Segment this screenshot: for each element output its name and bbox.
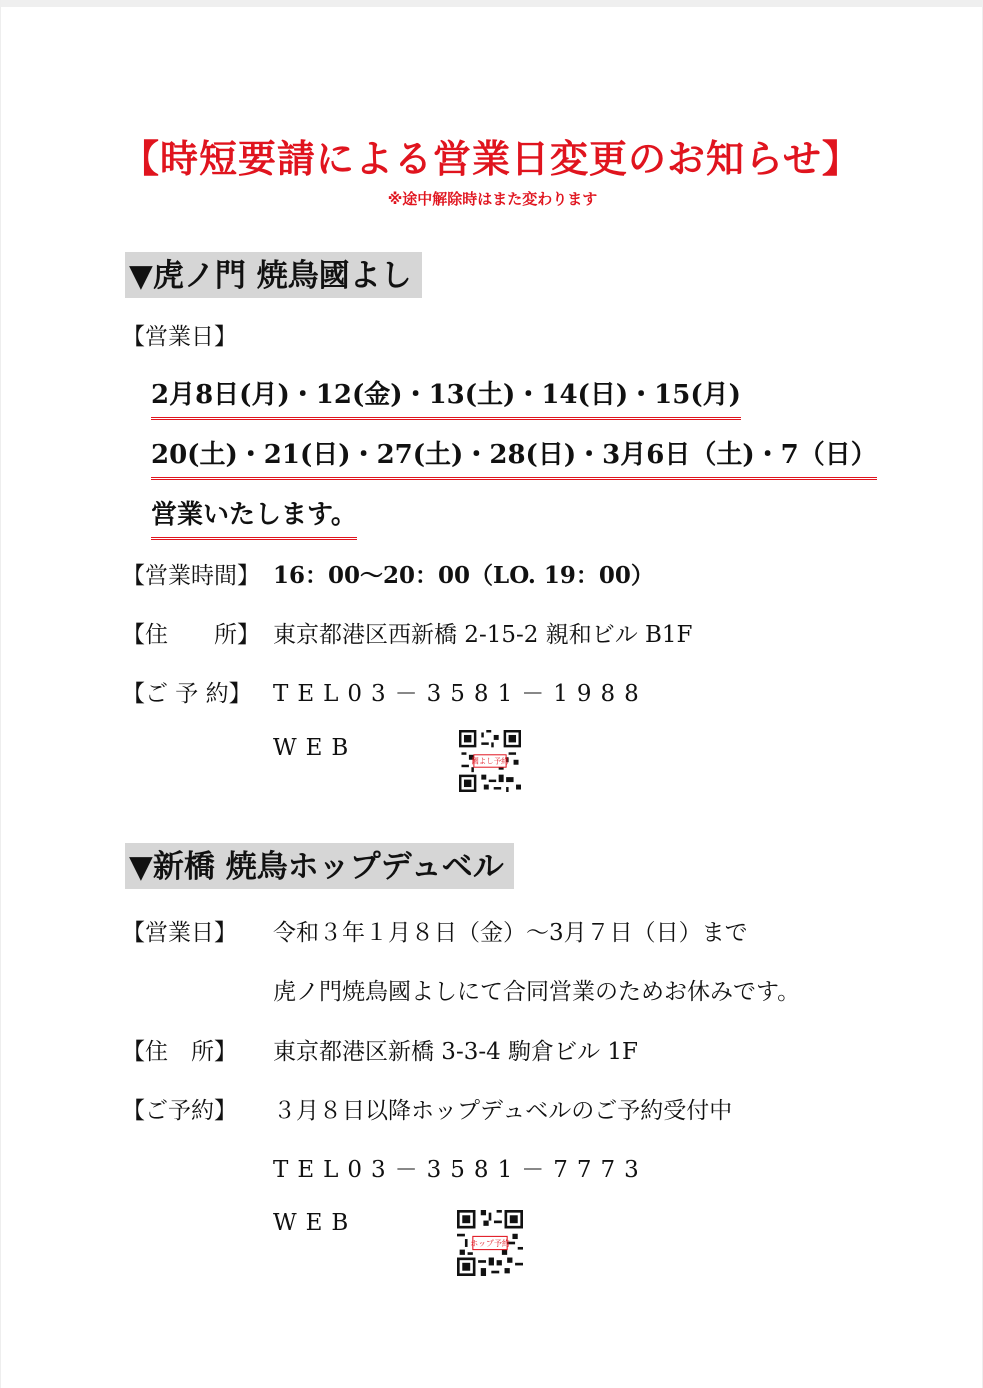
shop2-reserve-line-1: ３月８日以降ホップデュベルのご予約受付中 [273, 1098, 733, 1124]
shop1-dates-line-1: 2月8日(月)・12(金)・13(土)・14(日)・15(月) [151, 374, 741, 420]
shop1-hours-label: 【営業時間】 [122, 563, 260, 589]
shop2-qr-caption: ホップ予約 [470, 1238, 510, 1248]
shop1-reserve-label: 【ご 予 約】 [122, 681, 252, 707]
shop2-days-label: 【営業日】 [122, 920, 237, 946]
shop2-qr-code-icon[interactable] [457, 1210, 523, 1276]
shop1-days-label: 【営業日】 [122, 324, 237, 350]
shop2-days-line-1: 令和３年１月８日（金）～3月７日（日）まで [273, 920, 748, 946]
shop1-address-label: 【住 所】 [122, 622, 260, 648]
shop2-days-line-2: 虎ノ門焼鳥國よしにて合同営業のためお休みです。 [273, 979, 801, 1005]
shop1-heading: ▼虎ノ門 焼鳥國よし [125, 252, 422, 298]
notice-title: 【時短要請による営業日変更のお知らせ】 [121, 137, 861, 181]
shop2-heading: ▼新橋 焼鳥ホップデュベル [125, 843, 514, 889]
shop1-qr-caption: 國よし予約 [471, 756, 509, 766]
shop1-hours-value: 16：00～20：00（LO. 19：00） [273, 562, 654, 589]
shop1-web-label: WEB [273, 735, 358, 761]
shop2-address-value: 東京都港区新橋 3-3-4 駒倉ビル 1F [273, 1039, 638, 1065]
shop2-address-label: 【住 所】 [122, 1039, 237, 1065]
shop1-dates-line-3: 営業いたします。 [151, 494, 357, 540]
shop1-address-value: 東京都港区西新橋 2-15-2 親和ビル B1F [273, 622, 693, 648]
shop2-tel[interactable]: TEL03－3581－7773 [273, 1157, 648, 1183]
shop2-reserve-label: 【ご予約】 [122, 1098, 237, 1124]
notice-subnote: ※途中解除時はまた変わります [387, 190, 598, 208]
shop1-tel[interactable]: TEL03－3581－1988 [273, 681, 648, 707]
shop1-qr-code-icon[interactable] [459, 730, 521, 792]
shop2-web-label: WEB [273, 1210, 358, 1236]
top-strip [1, 0, 983, 7]
shop1-dates-line-2: 20(土)・21(日)・27(土)・28(日)・3月6日（土)・7（日） [151, 434, 877, 480]
